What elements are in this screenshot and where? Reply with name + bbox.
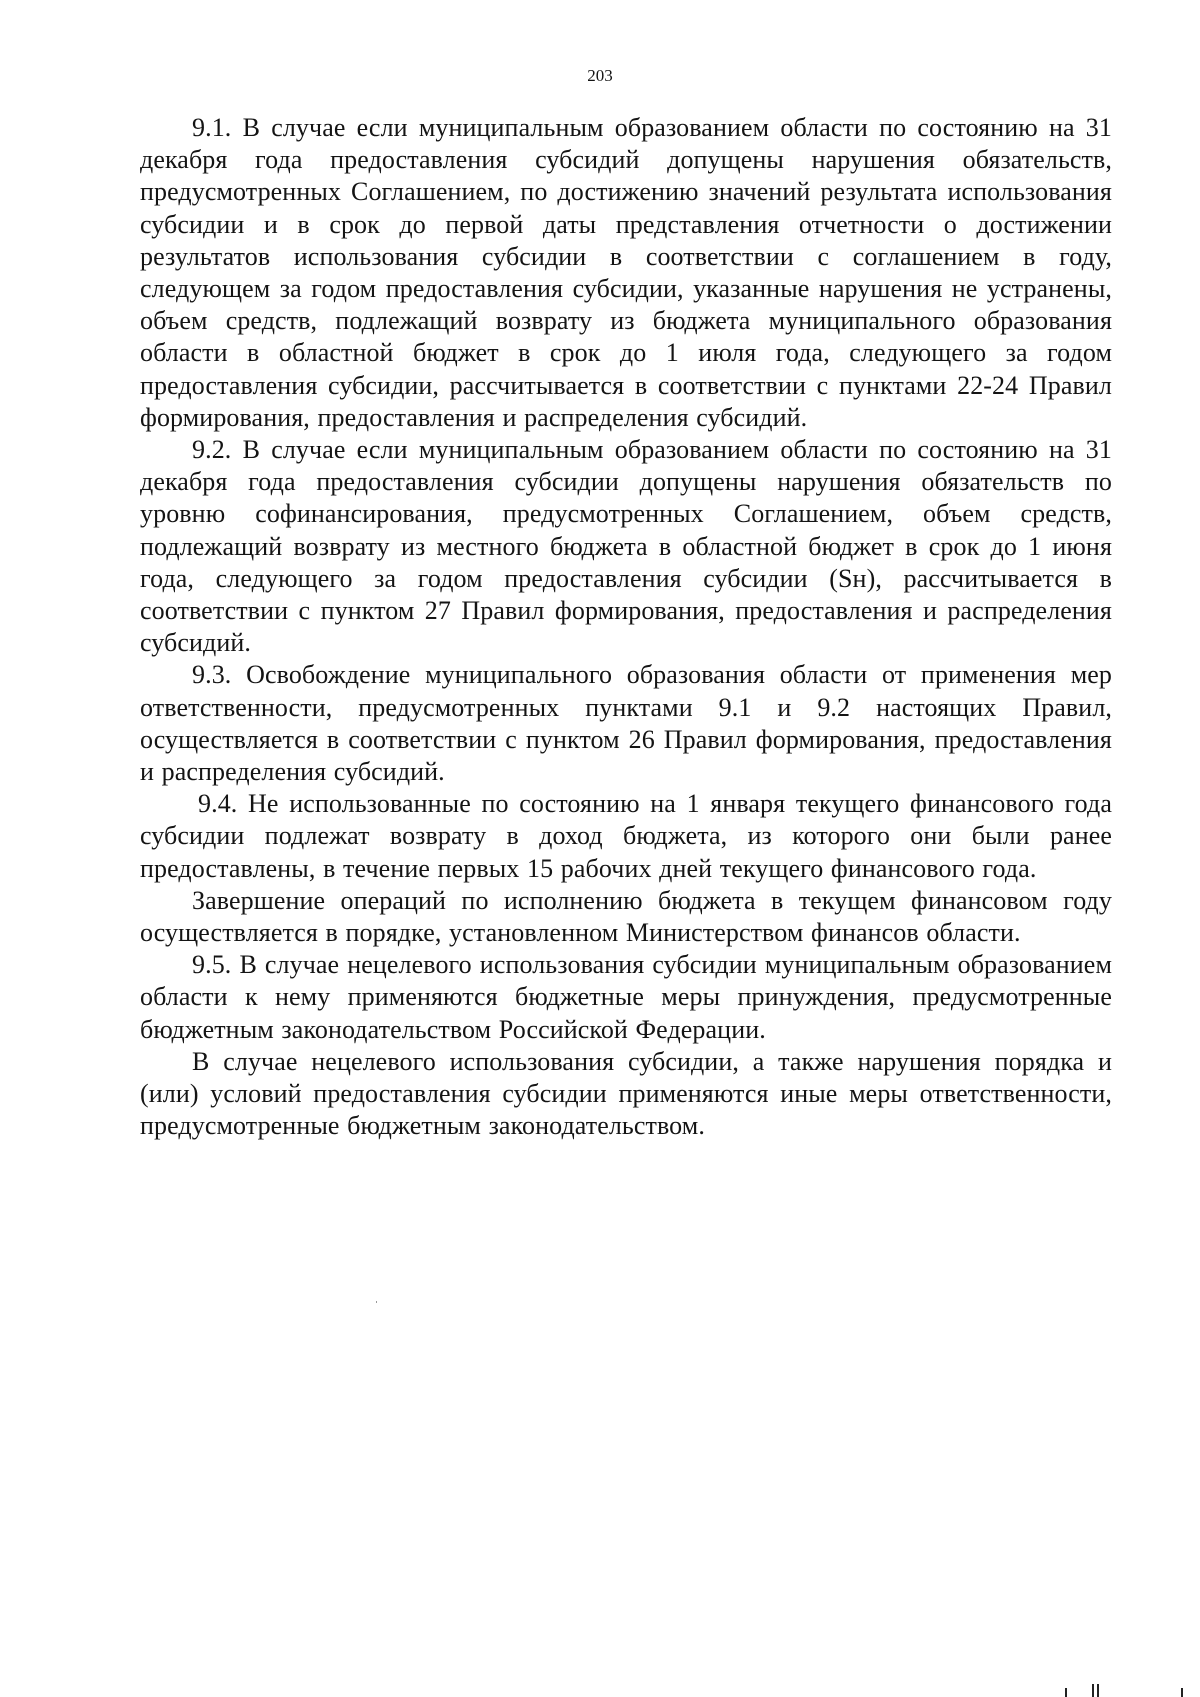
scan-artifact-edge-mark [1097,1684,1099,1697]
scan-artifact-edge-mark [1092,1684,1094,1697]
document-body [140,112,1112,1143]
paragraph-9-5: 9.5. В случае нецелевого использования субсидии муниципальным образованием области к нему применяются бюджетные меры принуждения, предусмотренные бюджетным законодательством Российской Федерации. [140,950,1112,1044]
paragraph-9-2: 9.2. В случае если муниципальным образованием области по состоянию на 31 декабря года предоставления субсидии допущены нарушения обязательств по уровню софинансирования, предусмотренных Соглашением, объем средств, подлежащий возврату из местного бюджета в областной бюджет в срок до 1 июня года, следующего за годом предоставления субсидии (Sн), рассчитывается в соответствии с пунктом 27 Правил формирования, предоставления и распределения субсидий. [140,435,1112,658]
paragraph-9-1: 9.1. В случае если муниципальным образованием области по состоянию на 31 декабря года предоставления субсидий допущены нарушения обязательств, предусмотренных Соглашением, по достижению значений результата использования субсидии и в срок до первой даты представления отчетности о достижении результатов использования субсидии в соответствии с соглашением в году, следующем за годом предоставления субсидии, указанные нарушения не устранены, объем средств, подлежащий возврату из бюджета муниципального образования области в областной бюджет в срок до 1 июля года, следующего за годом предоставления субсидии, рассчитывается в соответствии с пунктами 22-24 Правил формирования, предоставления и распределения субсидий. [140,113,1112,432]
paragraph-budget-completion: Завершение операций по исполнению бюджета в текущем финансовом году осуществляется в порядке, установленном Министерством финансов области. [140,885,1112,948]
scan-artifact-edge-mark [1065,1688,1067,1697]
scan-artifact-dot [376,1301,377,1303]
paragraph-misuse-liability: В случае нецелевого использования субсидии, а также нарушения порядка и (или) условий предоставления субсидии применяются иные меры ответственности, предусмотренные бюджетным законодательством. [140,1046,1112,1141]
scan-artifact-edge-mark [1181,1688,1183,1697]
paragraph-9-4: 9.4. Не использованные по состоянию на 1 января текущего финансового года субсидии подлежат возврату в доход бюджета, из которого они были ранее предоставлены, в течение первых 15 рабочих дней текущего финансового года. [140,789,1112,883]
page-number: 203 [587,66,613,85]
paragraph-9-3: 9.3. Освобождение муниципального образования области от применения мер ответственности, предусмотренных пунктами 9.1 и 9.2 настоящих Правил, осуществляется в соответствии с пунктом 26 Правил формирования, предоставления и распределения субсидий. [140,660,1112,787]
